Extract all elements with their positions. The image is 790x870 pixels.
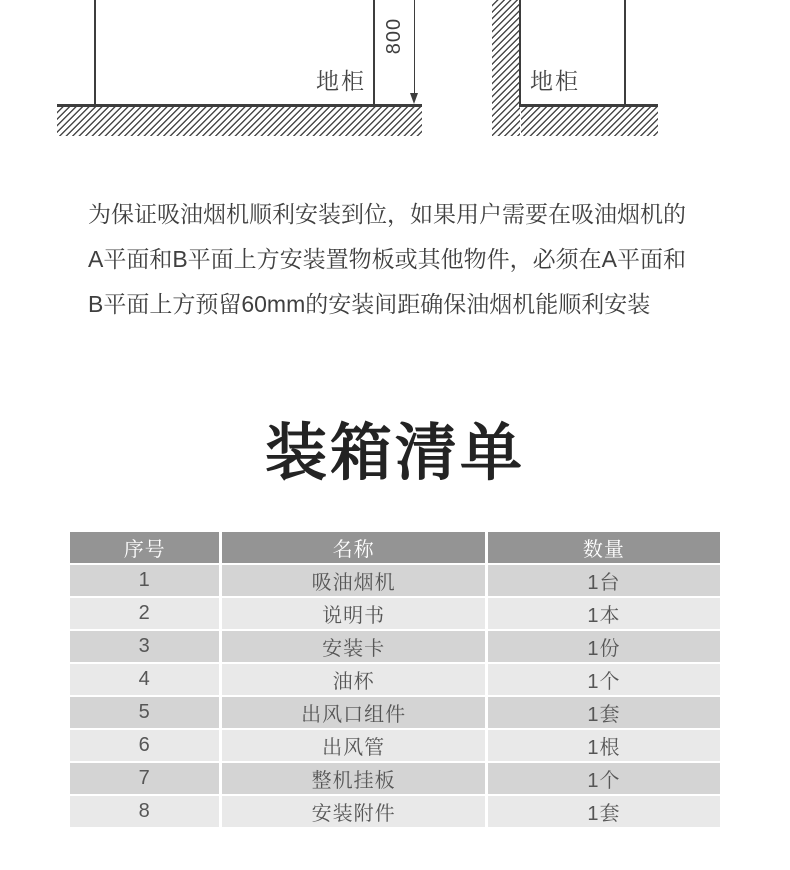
installation-note [88,192,728,327]
cell-qty: 1套 [488,697,720,728]
dimension-arrow-down-icon [410,93,418,104]
cell-qty: 1本 [488,598,720,629]
header-no: 序号 [70,532,219,563]
section-title: 装箱清单 [264,419,525,488]
table-row [70,598,720,629]
table-row [70,631,720,662]
cell-no: 7 [70,763,219,794]
dimension-label-800: 800 [383,17,405,55]
table-row [70,796,720,827]
note-line-1: 为保证吸油烟机顺利安装到位，如果用户需要在吸油烟机的 [88,201,686,227]
floor-cabinet-label-left: 地柜 [316,68,366,94]
header-qty: 数量 [488,532,720,563]
table-row [70,565,720,596]
cell-no: 6 [70,730,219,761]
table-row [70,763,720,794]
cell-no: 2 [70,598,219,629]
cell-no: 4 [70,664,219,695]
cell-name: 说明书 [222,598,484,629]
dimension-line [414,0,415,95]
header-name: 名称 [222,532,484,563]
cell-name: 整机挂板 [222,763,484,794]
table-header-row [70,532,720,563]
table-row [70,664,720,695]
note-line-2: A平面和B平面上方安装置物板或其他物件，必须在A平面和 [88,246,687,272]
cell-name: 出风管 [222,730,484,761]
cell-qty: 1份 [488,631,720,662]
wall-hatch [492,0,520,136]
cell-name: 吸油烟机 [222,565,484,596]
packing-list-table [67,530,723,829]
note-line-3: B平面上方预留60mm的安装间距确保油烟机能顺利安装 [88,291,651,317]
cell-qty: 1个 [488,664,720,695]
cell-qty: 1台 [488,565,720,596]
cell-name: 出风口组件 [222,697,484,728]
cabinet-left-edge-line [94,0,96,106]
cell-no: 1 [70,565,219,596]
ground-hatch-right [521,107,658,136]
cell-no: 5 [70,697,219,728]
cell-name: 油杯 [222,664,484,695]
floor-cabinet-label-right: 地柜 [530,68,580,94]
table-row [70,730,720,761]
cell-no: 8 [70,796,219,827]
cell-name: 安装卡 [222,631,484,662]
wall-edge-line [519,0,521,106]
cabinet-right-edge-line [373,0,375,106]
cell-qty: 1根 [488,730,720,761]
cell-qty: 1个 [488,763,720,794]
cell-qty: 1套 [488,796,720,827]
ground-hatch-left [57,107,422,136]
cabinet-front-edge-line [624,0,626,104]
cell-name: 安装附件 [222,796,484,827]
cell-no: 3 [70,631,219,662]
table-row [70,697,720,728]
